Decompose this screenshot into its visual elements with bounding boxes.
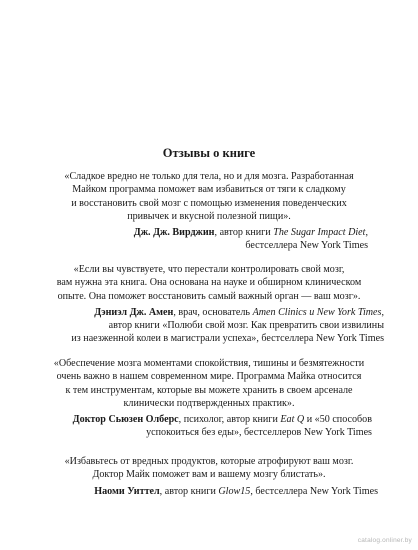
review-attribution [34,226,368,239]
attribution-text: , автор книги [214,227,274,239]
quote-line: привычек и вкусной полезной пищи». [127,210,291,222]
review-attribution [34,413,372,426]
quote-line: Доктор Майк поможет вам и вашему мозгу блистать». [92,469,326,481]
watermark: catalog.onliner.by [357,537,412,544]
reviewer-name: Дэниэл Дж. Амен [94,306,174,318]
reviewer-name: Доктор Сьюзен Олберс [72,414,179,426]
quote-line: Майком программа поможет вам избавиться от тяги к сладкому [72,184,346,196]
review-4 [34,455,384,498]
attribution-text: , психолог, автор книги [178,414,281,426]
attribution-text: , [365,227,368,239]
quote-line: «Обеспечение мозга моментами спокойствия, тишины и безмятежности [53,358,365,369]
attribution-text: , бестселлера New York Times [250,485,378,497]
attribution-text: , врач, основатель [173,306,253,318]
page-title: Отзывы о книге [162,146,256,160]
quote-line: опыте. Она поможет восстановить самый важный орган — ваш мозг». [57,290,361,302]
attribution-text: , [381,306,384,318]
book-title: Amen Clinics и New York Times [252,306,382,318]
review-2 [34,263,384,346]
review-attribution-cont: успокоиться без еды», бестселлеров New York Times [146,427,372,439]
quote-line: «Избавьтесь от вредных продуктов, которые атрофируют ваш мозг. [64,456,354,467]
quote-line: очень важно в нашем современном мире. Программа Майка относится [56,371,362,383]
quote-line: и восстановить свой мозг с помощью изменения поведенческих [71,197,347,209]
review-3 [34,357,384,440]
review-attribution [34,485,378,498]
review-attribution-cont: из наезженной колеи в магистрали успеха», бестселлера New York Times [71,333,384,345]
quote-line: клинически подтвержденных практик». [123,397,295,409]
reviewer-name: Наоми Уиттел [94,485,160,497]
review-attribution-cont: автор книги «Полюби свой мозг. Как превратить свои извилины [108,320,384,332]
book-title: Glow15 [218,485,251,497]
quote-line: вам нужна эта книга. Она основана на науке и обширном клиническом [56,277,362,289]
book-title: The Sugar Impact Diet [273,227,366,239]
review-1 [34,170,384,253]
quote-line: «Сладкое вредно не только для тела, но и для мозга. Разработанная [64,171,354,182]
attribution-text: и «50 способов [304,414,372,426]
attribution-text: , автор книги [159,485,219,497]
review-attribution-cont: бестселлера New York Times [245,240,368,252]
quote-line: «Если вы чувствуете, что перестали контролировать свой мозг, [73,264,345,275]
review-attribution [34,306,384,319]
book-title: Eat Q [280,414,305,426]
quote-line: к тем инструментам, которые вы можете хранить в своем арсенале [65,384,353,396]
reviewer-name: Дж. Дж. Вирджин [133,227,215,239]
